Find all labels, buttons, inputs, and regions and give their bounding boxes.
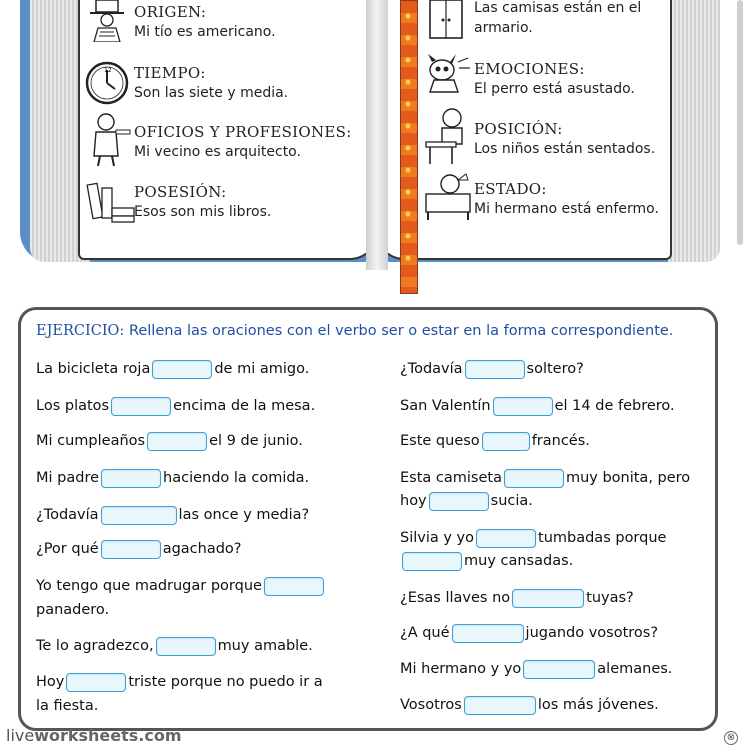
logo-part: .com (138, 726, 182, 745)
sentence-text: triste porque no puedo ir a (128, 674, 323, 690)
sentence-7 (36, 576, 326, 596)
entry-oficios (134, 122, 352, 162)
sentence-text: ¿A qué (400, 625, 450, 641)
category-label: POSESIÓN: (134, 183, 227, 201)
sentence-text: el 9 de junio. (209, 433, 303, 449)
scared-dog-icon (424, 52, 474, 100)
sentence-text: alemanes. (597, 661, 673, 677)
sentence-16 (400, 623, 658, 643)
answer-input[interactable] (101, 506, 177, 525)
sentence-text: ¿Por qué (36, 541, 99, 557)
sentence-text: muy cansadas. (464, 553, 574, 569)
sentence-14-cont (400, 551, 573, 571)
sentence-15 (400, 588, 634, 608)
sentence-13 (400, 468, 690, 488)
logo-part: worksheets (34, 726, 139, 745)
entry-posesion (134, 182, 271, 222)
example-sentence: Mi vecino es arquitecto. (134, 144, 301, 160)
answer-input[interactable] (504, 469, 564, 488)
example-sentence: Esos son mis libros. (134, 204, 272, 220)
sentence-13-cont (400, 491, 533, 511)
answer-input[interactable] (152, 360, 212, 379)
sentence-text: muy amable. (217, 638, 313, 654)
sentence-text: la fiesta. (36, 698, 99, 714)
sentence-text: encima de la mesa. (173, 398, 316, 414)
sentence-text: La bicicleta roja (36, 361, 151, 377)
example-sentence: armario. (474, 20, 533, 36)
sentence-text: sucia. (490, 493, 533, 509)
sentence-4 (36, 468, 309, 488)
category-label: ESTADO: (474, 180, 547, 198)
sentence-12 (400, 431, 590, 451)
category-label: EMOCIONES: (474, 60, 585, 78)
entry-lugar (474, 0, 641, 38)
answer-input[interactable] (482, 432, 530, 451)
sentence-text: el 14 de febrero. (554, 398, 675, 414)
book-spine (366, 0, 388, 270)
sentence-text: Yo tengo que madrugar porque (36, 578, 262, 594)
entry-estado (474, 179, 659, 219)
answer-input[interactable] (452, 624, 524, 643)
sentence-text: haciendo la comida. (163, 470, 310, 486)
example-sentence: Los niños están sentados. (474, 141, 656, 157)
sentence-text: Vosotros (400, 697, 462, 713)
answer-input[interactable] (101, 540, 161, 559)
liveworksheets-logo[interactable] (6, 726, 182, 745)
answer-input[interactable] (512, 589, 584, 608)
sentence-text: ¿Todavía (400, 361, 463, 377)
sentence-text: tumbadas porque (538, 530, 667, 546)
answer-input[interactable] (476, 529, 536, 548)
sentence-9-cont (36, 696, 98, 716)
sentence-text: las once y media? (178, 507, 310, 523)
answer-input[interactable] (464, 696, 536, 715)
sentence-text: Mi padre (36, 470, 100, 486)
sentence-text: agachado? (162, 541, 242, 557)
books-icon (84, 178, 136, 224)
sentence-5 (36, 505, 309, 525)
entry-emociones (474, 59, 635, 99)
bookmark-ribbon (400, 0, 418, 294)
sentence-text: Los platos (36, 398, 110, 414)
entry-tiempo (134, 63, 288, 103)
sentence-6 (36, 539, 241, 559)
sentence-text: jugando vosotros? (525, 625, 659, 641)
sentence-text: francés. (531, 433, 590, 449)
answer-input[interactable] (264, 577, 324, 596)
uncle-sam-icon (86, 0, 132, 42)
sentence-18 (400, 695, 659, 715)
sentence-text: los más jóvenes. (537, 697, 659, 713)
example-sentence: Las camisas están en el (474, 0, 642, 16)
answer-input[interactable] (523, 660, 595, 679)
sentence-1 (36, 359, 309, 379)
answer-input[interactable] (111, 397, 171, 416)
grammar-book-illustration (0, 0, 746, 300)
example-sentence: Mi tío es americano. (134, 24, 276, 40)
example-sentence: El perro está asustado. (474, 81, 635, 97)
exercise-instructions: Rellena las oraciones con el verbo ser o estar en la forma correspondiente. (128, 323, 674, 339)
sentence-text: San Valentín (400, 398, 491, 414)
clock-icon (84, 60, 130, 106)
sentence-3 (36, 431, 303, 451)
sentence-text: Mi hermano y yo (400, 661, 522, 677)
sentence-text: ¿Todavía (36, 507, 99, 523)
sentence-9 (36, 672, 323, 692)
sentence-14 (400, 528, 666, 548)
category-label: POSICIÓN: (474, 120, 563, 138)
exercise-title-head: EJERCICIO: (36, 323, 125, 339)
sentence-11 (400, 396, 675, 416)
sentence-text: hoy (400, 493, 427, 509)
answer-input[interactable] (402, 552, 462, 571)
sentence-text: Te lo agradezco, (36, 638, 154, 654)
exercise-title (36, 323, 673, 339)
answer-input[interactable] (493, 397, 553, 416)
sentence-text: tuyas? (586, 590, 634, 606)
sentence-7-cont (36, 600, 109, 620)
wardrobe-icon (424, 0, 470, 40)
sentence-2 (36, 396, 315, 416)
svg-text:12: 12 (104, 67, 112, 74)
sentence-text: muy bonita, pero (565, 470, 691, 486)
close-icon[interactable]: ⊗ (724, 731, 738, 745)
category-label: OFICIOS Y PROFESIONES: (134, 123, 352, 141)
category-label: TIEMPO: (134, 64, 206, 82)
sentence-text: ¿Esas llaves no (400, 590, 511, 606)
page-edges-right (668, 0, 720, 262)
page-scrollbar[interactable] (737, 0, 743, 245)
logo-part: live (6, 726, 35, 745)
sentence-text: Este queso (400, 433, 480, 449)
seated-child-icon (422, 106, 474, 166)
entry-posicion (474, 119, 655, 159)
sentence-17 (400, 659, 672, 679)
sentence-text: de mi amigo. (214, 361, 310, 377)
entry-origen (134, 2, 276, 42)
sentence-text: Mi cumpleaños (36, 433, 146, 449)
sentence-text: Esta camiseta (400, 470, 502, 486)
sentence-text: Hoy (36, 674, 65, 690)
answer-input[interactable] (66, 673, 126, 692)
sentence-8 (36, 636, 313, 656)
sentence-text: soltero? (526, 361, 584, 377)
answer-input[interactable] (147, 432, 207, 451)
answer-input[interactable] (429, 492, 489, 511)
category-label: ORIGEN: (134, 3, 207, 21)
example-sentence: Son las siete y media. (134, 85, 289, 101)
sick-in-bed-icon (422, 172, 474, 222)
sentence-10 (400, 359, 584, 379)
sentence-text: Silvia y yo (400, 530, 475, 546)
answer-input[interactable] (465, 360, 525, 379)
answer-input[interactable] (156, 637, 216, 656)
sentence-text: panadero. (36, 602, 110, 618)
example-sentence: Mi hermano está enfermo. (474, 201, 659, 217)
architect-icon (86, 110, 132, 166)
answer-input[interactable] (101, 469, 161, 488)
